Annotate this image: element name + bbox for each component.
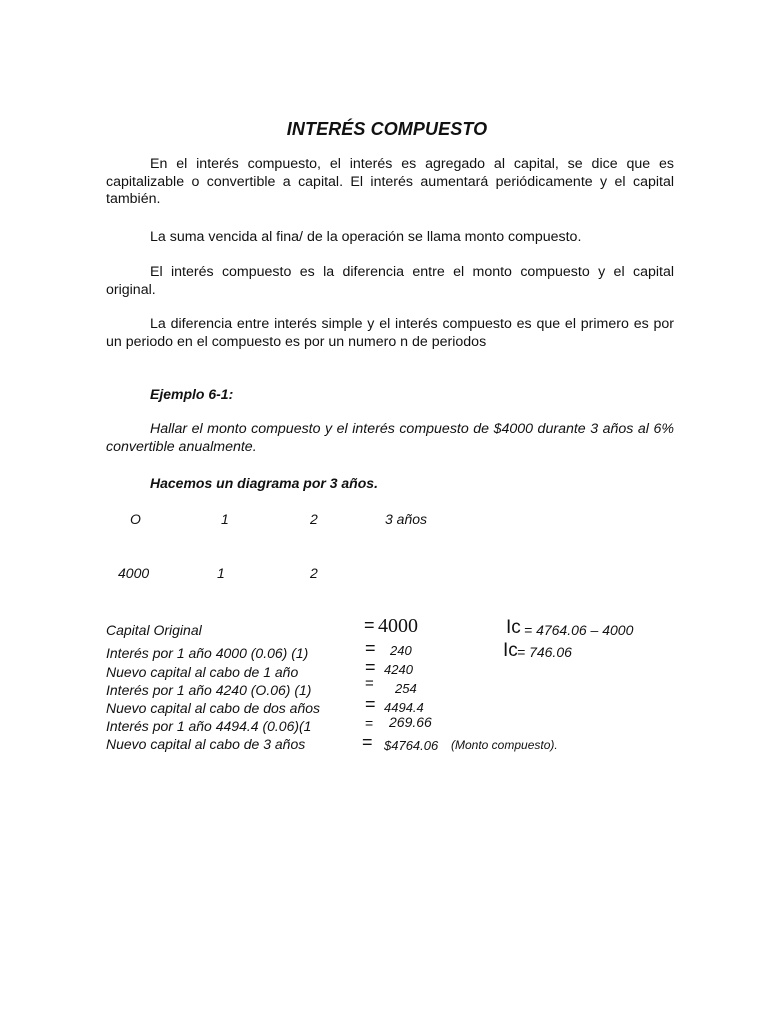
calc-row-label: Capital Original	[106, 622, 202, 638]
diagram-top-label: 1	[221, 511, 229, 527]
calc-row-equals: =	[365, 657, 376, 677]
diagram-heading: Hacemos un diagrama por 3 años.	[150, 475, 378, 491]
monto-note: (Monto compuesto).	[451, 738, 558, 752]
paragraph-monto: La suma vencida al fina/ de la operación se llama monto compuesto.	[150, 229, 582, 245]
diagram-bottom-label: 2	[310, 565, 318, 581]
calc-row-label: Interés por 1 año 4494.4 (0.06)(1	[106, 718, 312, 734]
diagram-top-label: 3 años	[385, 511, 428, 527]
calc-row-value: 4000	[378, 615, 418, 637]
page-title: INTERÉS COMPUESTO	[286, 119, 488, 139]
diagram-bottom-label: 4000	[118, 565, 150, 581]
calc-row-label: Interés por 1 año 4240 (O.06) (1)	[106, 682, 312, 698]
calc-row-value: 269.66	[389, 714, 432, 730]
paragraph-difference: El interés compuesto es la diferencia entre el monto compuesto y el capital original.	[106, 264, 674, 298]
calc-row-value: 240	[390, 643, 412, 658]
calc-row-label: Nuevo capital al cabo de dos años	[106, 700, 321, 716]
ic-label: Ic	[503, 640, 518, 661]
paragraph-definition: En el interés compuesto, el interés es agregado al capital, se dice que es capitalizable o convertible a capital. El interés aumentará periódicamente y el capital también.	[106, 156, 674, 207]
example-heading: Ejemplo 6-1:	[150, 386, 234, 402]
diagram-bottom-label: 1	[217, 565, 225, 581]
calc-row-equals: =	[365, 638, 376, 658]
calc-row-value: 4240	[384, 662, 413, 677]
calc-row-equals: =	[362, 732, 373, 752]
paragraph-simple-vs-compound: La diferencia entre interés simple y el interés compuesto es que el primero es por un periodo en el compuesto es por un numero n de periodos	[106, 316, 674, 350]
diagram-top-label: O	[130, 511, 141, 527]
calc-row-value: 254	[395, 681, 417, 696]
example-statement: Hallar el monto compuesto y el interés compuesto de $4000 durante 3 años al 6% convertible anualmente.	[106, 421, 674, 455]
calc-row-equals: =	[365, 694, 376, 714]
ic-label: Ic	[506, 617, 521, 638]
ic-result: = 746.06	[517, 644, 572, 660]
calc-row-equals: =	[365, 675, 374, 692]
calc-row-equals: =	[365, 715, 374, 731]
calc-row-value: $4764.06	[384, 738, 439, 753]
calc-row-equals: =	[364, 615, 375, 635]
calc-row-value: 4494.4	[384, 700, 424, 715]
ic-expression: = 4764.06 – 4000	[524, 622, 634, 638]
calc-row-label: Nuevo capital al cabo de 3 años	[106, 736, 306, 752]
diagram-top-label: 2	[310, 511, 318, 527]
calc-row-label: Nuevo capital al cabo de 1 año	[106, 664, 299, 680]
calc-row-label: Interés por 1 año 4000 (0.06) (1)	[106, 645, 309, 661]
